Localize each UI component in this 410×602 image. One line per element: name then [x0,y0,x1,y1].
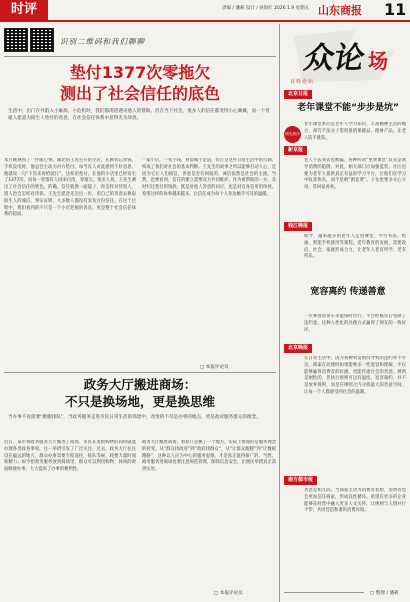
right-paragraph: 老人不去我去也被骗，各种所谓“免费课堂”其实是诱导消费的陷阱。对此，相关部门应加强监管，社区也要为老年人提供真正有益的学习平台，让他们在学习中收获快乐，而不是被“割韭菜”。子女也要多关心父母，常回家看看。 [304,158,406,191]
right-headline-2: 宽容离约 传递善意 [310,287,386,297]
divider [284,592,364,593]
article-1-author: □ 本报评论员 [200,365,229,370]
section-brand: 时评 [0,0,48,20]
headline-2-line-1: 政务大厅搬进商场： [83,377,197,392]
article-2-lead: 当办事不再需要“跑腿排队”，当政务服务走进市民日常生活的场景中，改变的不仅是办事的地点，更是政府服务群众的理念。 [8,415,261,420]
source-tag: 钱江晚报 [284,222,312,231]
qr-code-icon [30,28,54,52]
divider [4,372,276,373]
section-masthead-logo-icon [284,26,406,86]
divider [4,56,276,57]
right-author: □ 整理 / 潘莉 [370,591,399,596]
source-tag: 北京日报 [284,90,312,99]
headline-2-line-2: 不只是换场地，更是换思维 [64,394,215,409]
qr-slogan: 识别二维码和我们聊聊 [60,37,145,46]
header-rule [0,20,410,22]
comment-badge-icon: 网友热评 [284,126,301,143]
source-tag: 南方都市报 [284,476,317,485]
paper-name: 山东商报 [318,4,362,17]
masthead-label: 百姓论坛 [290,79,315,85]
source-tag: 北京晚报 [284,344,312,353]
header-meta: 责编 / 潘莉 设计 / 孙海红 2026.1.9 星期五 [222,6,310,11]
source-tag: 新京报 [284,146,307,155]
article-2-author: □ 本报评论员 [214,591,243,596]
right-paragraph: 在日常生活中，因为各种突发情况导致的违约并不少见。商家在处理时如果能够多一些宽容和理解，不仅能够赢得消费者的好感，更能传递社会的善意。规则是刚性的，但执行规则可以有温度。宽容离约，并不是放弃规则，而是在规则之内寻找最大的善意空间，让每一个人都感受到社会的温暖。 [304,356,406,395]
headline-1 [4,62,276,104]
headline-2 [4,376,276,410]
right-paragraph: 老年课堂本应是老年人学习知识、丰富精神生活的地方，却有不法分子借机推销保健品、理财产品，让老人防不胜防。 [304,122,406,141]
right-headline-1: 老年课堂不能“步步是坑” [297,103,399,113]
right-paragraph: 如今，越来越多的老年人走进课堂，学习书法、绘画、智能手机使用等课程。老年教育的发展，需要政府、社会、家庭形成合力，让老年人老有所学、老有所乐。 [304,234,406,260]
article-2-column-1: 近日，某市将政务服务大厅搬进了商场，市民在逛街购物的同时就能办理各类政务事项，这一举措引发了广泛关注。过去，政务大厅往往设在偏远的地方，群众办事需要专程前往，排队等候，耗费大量时间和精力。如今把政务服务放到商场里，群众可以利用购物、休闲的时间顺便办事，大大提高了办事的便利性。 [4,440,136,473]
right-paragraph: 一位乘客因误车未能按时出行，平台经核实后免除了违约金。这种人性化的处理方式赢得了网友的一致好评。 [304,314,406,333]
svg-text:众论: 众论 [301,41,368,76]
right-paragraph: 善意是相互的。当商家主动为消费者着想，消费者也会更加信任商家，形成良性循环。希望有更多的企业能够在经营中融入更多人文关怀，让规则与人情并行不悖，共同营造和谐的消费环境。 [304,488,406,514]
svg-text:场: 场 [368,49,388,73]
qr-code-icon [4,28,28,52]
page-number: 11 [384,0,407,19]
article-1-column-1: 本月刚遇到了一件暖心事。湖北的王先生开的小店，在顾客忘带钱、手机没电时，他总会主动为对方垫付。每当有人对此感到不好意思，他就说一句“下次来再给就行”。这样的垫付，在他的小店里已经发生了1377次，而每一笔都有人回来付清，零拖欠。很多人说，王先生测出了社会信任的底色。的确，信任就像一面镜子，你怎样对待别人，别人也会怎样对待你。王先生愿意先迈出一步，用自己的善意去换取陌生人的诚信，事实证明，大多数人都没有辜负这份信任。在这个过程中，我们看到的不只是一个小店老板的善良，更是整个社会信任体系的稳固。 [4,158,136,218]
headline-1-line-1: 垫付1377次零拖欠 [69,63,211,82]
article-1-column-2: 一家小店，一笔小钱，看似微不足道，但正是这些日常生活中的点滴，构成了我们对社会的基本判断。王先生的故事之所以能够打动人心，是因为它让人们相信，善意是会有回报的，诚信依然是社会的主流。当然，也要看到，信任的建立需要双方共同维护。作为被帮助的一方，及时归还垫付的钱款，既是对他人善意的回应，也是对自身信用的珍视。希望这样的故事越来越多，让信任成为每个人身边触手可及的温暖。 [142,158,276,197]
article-2-column-2: 政务大厅搬进商场，看似只是换了一个地方，实际上体现的是服务理念的转变。从“群众找政府”到“政府找群众”，从“让群众跑腿”到“让数据跑路”，这种以人民为中心的服务思维，才是真正值得推广的。当然，政务服务进商场也要注意规范管理，保障信息安全，让便民举措真正落到实处。 [142,440,276,473]
column-divider [279,24,280,602]
article-1-lead: 生活中，出门在外陷入小麻烦、小危机时，我们都渴望遇见他人的帮助。但在当下社会，很多人的信任都变得小心翼翼，而一个普通人愿意为陌生人垫付的善意，在社会信任体系中显得尤为珍贵。 [8,109,270,121]
headline-1-line-2: 测出了社会信任的底色 [59,84,220,103]
